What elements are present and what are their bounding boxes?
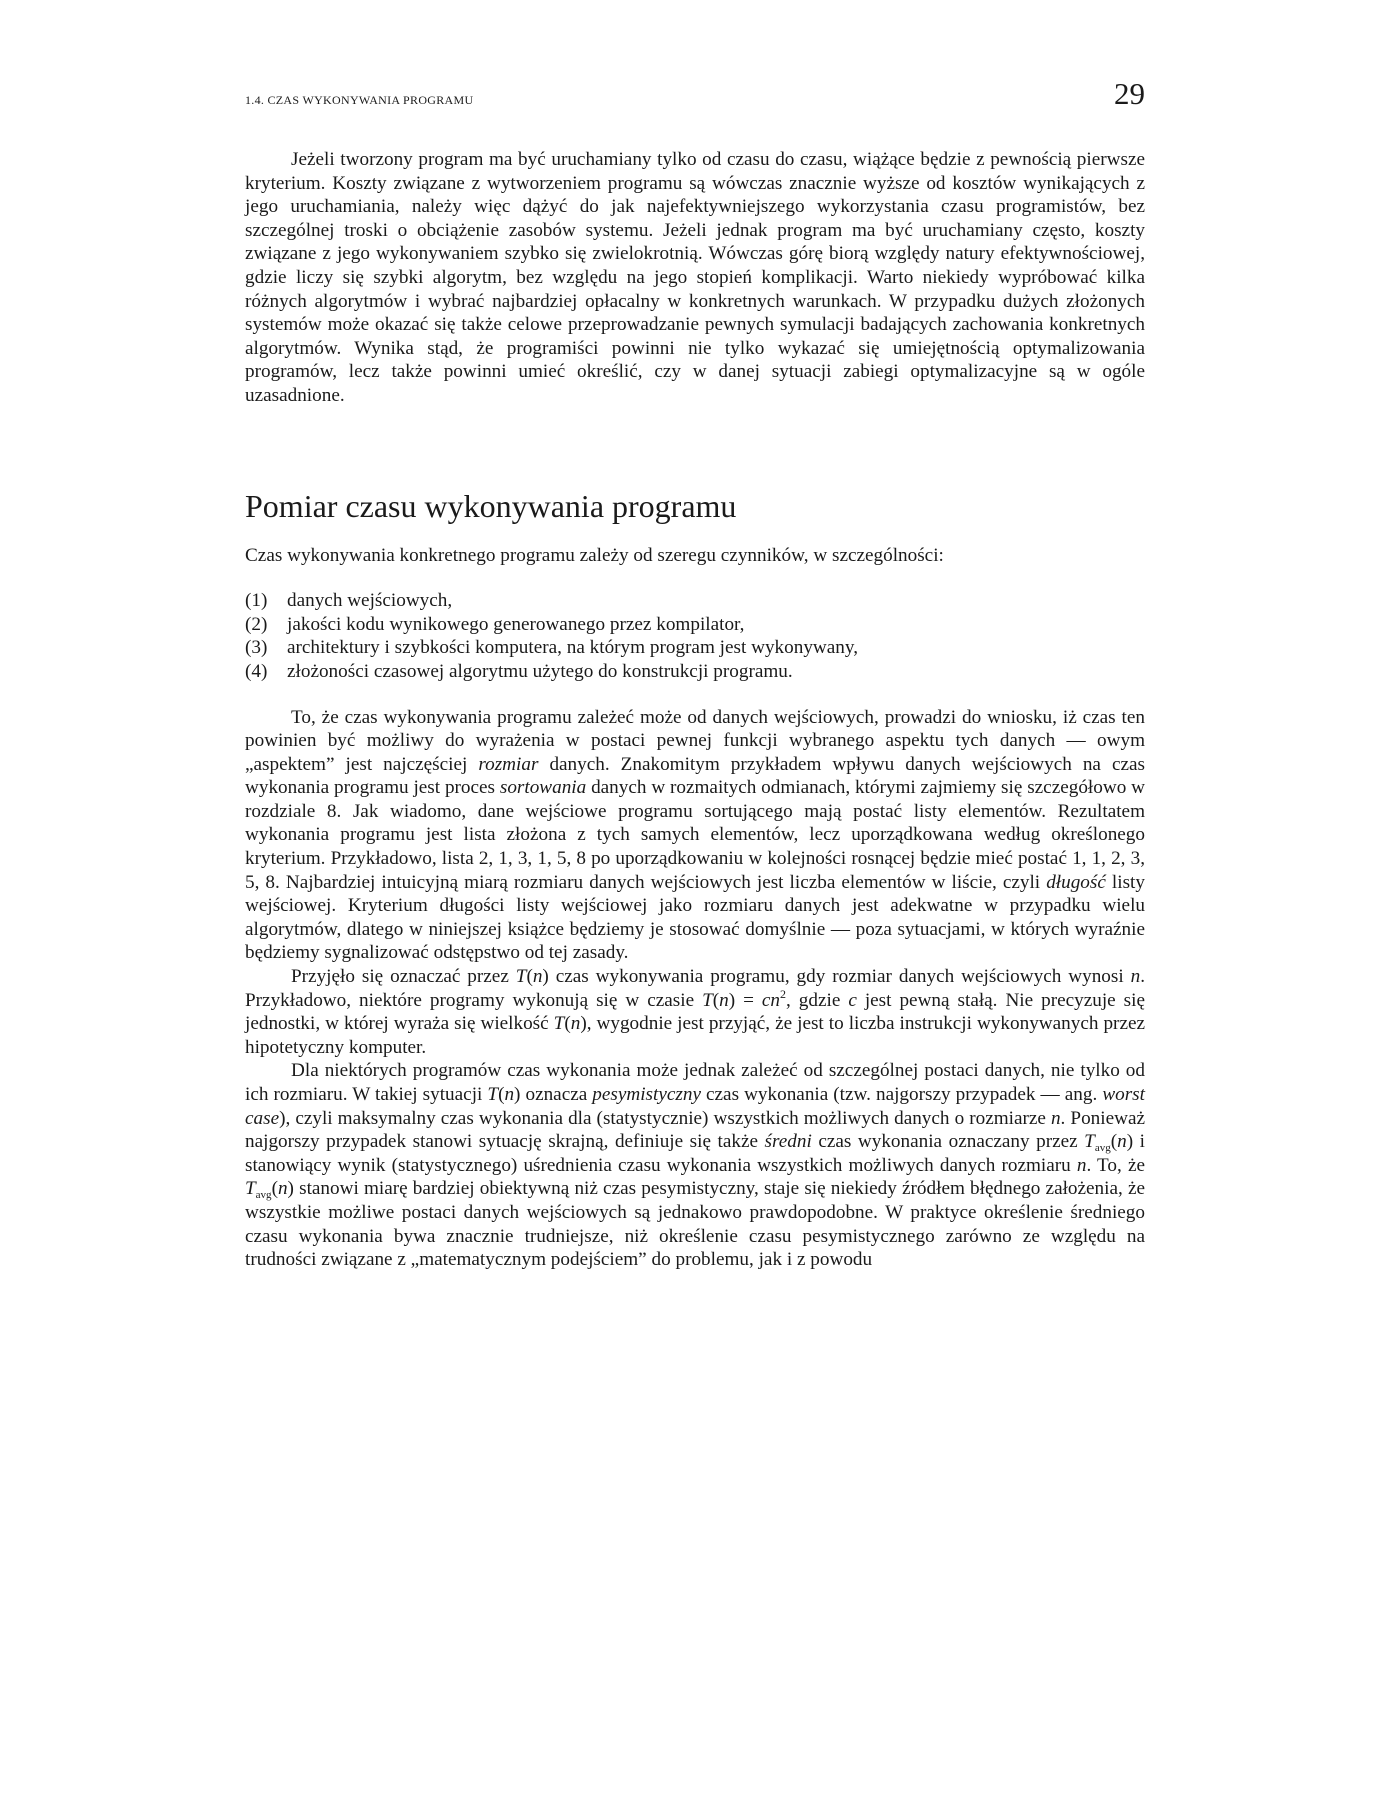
page-number: 29 [1114, 76, 1145, 111]
exponent: 2 [780, 986, 787, 1001]
page-header [245, 76, 1145, 116]
page-body [245, 148, 1145, 1272]
factor-list [245, 589, 1145, 683]
text-run: jest pewną stałą. Nie precyzuje się jednostki, w której wyraża się wielkość [245, 989, 1145, 1035]
emphasis: długość [1046, 871, 1106, 893]
math-symbol: n [504, 1084, 515, 1105]
list-item [245, 636, 1145, 660]
text-run: ) czas wykonywania programu, gdy rozmiar danych wejściowych wynosi [542, 966, 1131, 988]
list-item-number: (1) [245, 590, 268, 612]
list-item-text: jakości kodu wynikowego generowanego przez kompilator, [287, 613, 745, 635]
text-run: listy wejściowej. Kryterium długości listy wejściowej jako rozmiaru danych jest adekwatne w przypadku wielu algorytmów, dlatego w niniejszej książce będziemy je stosować domyślnie — poza sytuacjami, w których wyraźnie będziemy sygnalizować odstępstwo od tej zasady. [245, 871, 1145, 964]
text-run: ( [712, 989, 720, 1011]
emphasis: rozmiar [478, 753, 539, 775]
math-symbol: n [1050, 1107, 1061, 1129]
text-run: , gdzie [786, 989, 849, 1011]
list-item-number: (2) [245, 613, 268, 635]
paragraph-worst-average-case [245, 1059, 1145, 1271]
list-item [245, 613, 1145, 637]
text-run: ( [564, 1013, 571, 1035]
math-symbol: n [570, 1013, 581, 1035]
section-title: Pomiar czasu wykonywania programu [245, 487, 737, 524]
text-run: To, że czas wykonywania programu zależeć może od danych wejściowych, prowadzi do wniosku, iż czas ten powinien być możliwy do wyrażenia w postaci pewnej funkcji wybranego aspektu tych danych — owym „aspektem” jest najczęściej [245, 706, 1145, 775]
intro-paragraph: Jeżeli tworzony program ma być uruchamiany tylko od czasu do czasu, wiążące będzie z pewnością pierwsze kryterium. Koszty związane z wytworzeniem programu są wówczas znacznie wyższe od kosztów wynikających z jego uruchamiania, należy więc dążyć do jak najefektywniejszego wykorzystania czasu programistów, bez szczególnej troski o obciążenie zasobów systemu. Jeżeli jednak program ma być uruchamiany często, koszty związane z jego wykonywaniem szybko się zwielokrotnią. Wówczas górę biorą względy natury efektywnościowej, gdzie liczy się szybki algorytm, bez względu na jego stopień komplikacji. Warto niekiedy wypróbować kilka różnych algorytmów i wybrać najbardziej opłacalny w konkretnych warunkach. W przypadku dużych złożonych systemów może okazać się także celowe przeprowadzanie pewnych symulacji badających zachowania konkretnych algorytmów. Wynika stąd, że programiści powinni nie tylko wykazać się umiejętnością optymalizowania programów, lecz także powinni umieć określić, czy w danej sytuacji zabiegi optymalizacyjne są w ogóle uzasadnione. [245, 149, 1145, 406]
math-symbol: n [532, 966, 543, 988]
subscript: avg [1094, 1142, 1111, 1155]
text-run: czas wykonania oznaczany przez [811, 1131, 1085, 1153]
text-run: danych. Znakomitym przykładem wpływu danych wejściowych na czas wykonania programu jest proces [245, 753, 1145, 799]
section-lead: Czas wykonywania konkretnego programu zależy od szeregu czynników, w szczególności: [245, 544, 944, 566]
math-symbol: T [553, 1013, 565, 1035]
text-run: ), czyli maksymalny czas wykonania dla (statystycznie) wszystkich możliwych danych o rozmiarze [279, 1107, 1051, 1129]
text-run: Dla niektórych programów czas wykonania może jednak zależeć od szczególnej postaci danych, nie tylko od ich rozmiaru. W takiej sytuacji [245, 1060, 1145, 1105]
text-run: ( [498, 1084, 505, 1105]
math-symbol: cn [761, 989, 781, 1011]
text-run: ) i stanowiący wynik (statystycznego) uśrednienia czasu wykonania wszystkich możliwych danych rozmiaru [245, 1131, 1145, 1176]
text-run: ( [1110, 1131, 1118, 1153]
list-item [245, 589, 1145, 613]
text-run: ) oznacza [514, 1084, 593, 1105]
text-run: . Przykładowo, niektóre programy wykonują się w czasie [245, 966, 1145, 1011]
emphasis: worst case [245, 1084, 1145, 1129]
math-symbol: T [515, 966, 527, 988]
text-run: . Ponieważ najgorszy przypadek stanowi sytuację skrajną, definiuje się także [245, 1107, 1145, 1153]
list-item-number: (4) [245, 660, 268, 682]
text-run: danych w rozmaitych odmianach, którymi zajmiemy się szczegółowo w rozdziale 8. Jak wiadomo, dane wejściowe programu sortującego mają postać listy elementów. Rezultatem wykonania programu jest lista złożona z tych samych elementów, lecz uporządkowana według określonego kryterium. Przykładowo, lista 2, 1, 3, 1, 5, 8 po uporządkowaniu w kolejności rosnącej będzie mieć postać 1, 1, 2, 3, 5, 8. Najbardziej intuicyjną miarą rozmiaru danych wejściowych jest liczba elementów w liście, czyli [245, 777, 1145, 893]
text-run: czas wykonania (tzw. najgorszy przypadek — ang. [700, 1084, 1103, 1105]
math-symbol: T [487, 1084, 499, 1105]
running-head: 1.4. CZAS WYKONYWANIA PROGRAMU [245, 93, 474, 107]
emphasis: sortowania [499, 777, 587, 799]
text-run: ) = [728, 989, 762, 1011]
text-run: ( [271, 1178, 278, 1200]
math-symbol: T [245, 1178, 256, 1200]
text-run: . To, że [1086, 1154, 1145, 1176]
list-item-text: architektury i szybkości komputera, na którym program jest wykonywany, [287, 637, 859, 659]
paragraph-t-of-n [245, 965, 1145, 1059]
text-run: ), wygodnie jest przyjąć, że jest to liczba instrukcji wykonywanych przez hipotetyczny komputer. [245, 1013, 1145, 1058]
paragraph-input-size [245, 706, 1145, 966]
text-run: ) stanowi miarę bardziej obiektywną niż czas pesymistyczny, staje się niekiedy źródłem błędnego założenia, że wszystkie możliwe postaci danych wejściowych są jednakowo prawdopodobne. W praktyce określenie średniego czasu wykonania bywa znacznie trudniejsze, niż określenie czasu pesymistycznego zarówno ze względu na trudności związane z „matematycznym podejściem” do problemu, jak i z powodu [245, 1178, 1145, 1271]
subscript: avg [255, 1189, 272, 1202]
list-item-text: danych wejściowych, [287, 590, 453, 612]
text-run: Przyjęło się oznaczać przez [291, 966, 516, 988]
emphasis: pesymistyczny [592, 1084, 701, 1105]
math-symbol: T [702, 989, 713, 1011]
math-symbol: n [1130, 966, 1141, 988]
math-symbol: n [1076, 1154, 1087, 1176]
math-symbol: n [1117, 1131, 1127, 1153]
emphasis: średni [764, 1131, 812, 1153]
list-item-number: (3) [245, 637, 268, 659]
list-item [245, 660, 1145, 684]
list-item-text: złożoności czasowej algorytmu użytego do konstrukcji programu. [287, 660, 793, 682]
text-run: ( [526, 966, 533, 988]
math-symbol: T [1084, 1131, 1095, 1153]
math-symbol: n [277, 1178, 288, 1200]
math-symbol: n [719, 989, 729, 1011]
math-symbol: c [848, 989, 857, 1011]
